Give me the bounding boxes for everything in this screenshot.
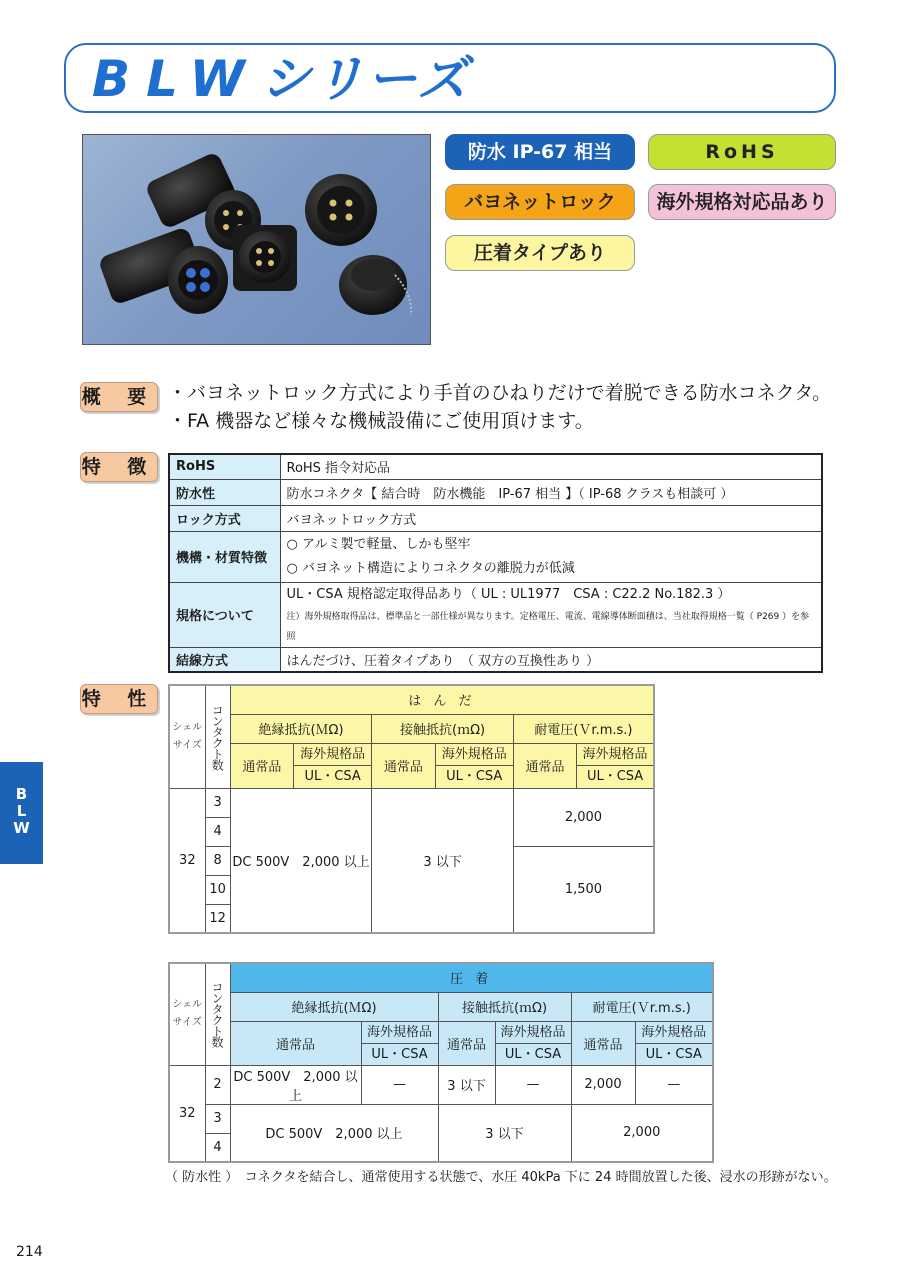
insulation-value: DC 500V 2,000 以上 [230,1065,361,1104]
shell-size-value: 32 [169,1065,205,1162]
page-number: 214 [16,1244,43,1260]
solder-spec-table [168,684,655,934]
side-index-tab [0,762,43,864]
waterproof-note: （ 防水性 ） コネクタを結合し、通常使用する状態で、水圧 40kPa 下に 24 時間放置した後、浸水の形跡がない。 [165,1170,837,1185]
overseas-header [635,1021,713,1065]
characteristics-label: 特 性 [80,684,158,714]
table-row [169,479,822,505]
ulcsa-label: UL・CSA [645,1046,702,1062]
ulcsa-label: UL・CSA [304,769,361,784]
contact-count-header: コンタクト数 [205,963,230,1065]
overseas-label: 海外規格品 [362,1022,438,1044]
shell-size-header: シェル サイズ [169,963,205,1065]
dash-cell: — [495,1065,571,1104]
table-row [169,454,822,479]
table-row [169,582,822,647]
badge-crimp-type: 圧着タイプあり [445,235,635,271]
shell-size-value: 32 [169,788,205,933]
page-title: BLWシリーズ [92,50,471,108]
overseas-header [435,743,513,788]
contact-count: 12 [205,904,230,933]
overseas-label: 海外規格品 [294,744,371,766]
feature-key: 結線方式 [169,647,280,672]
feature-note: 注）海外規格取得品は、標準品と一部仕様が異なります。定格電圧、電流、電線導体断面積は、当社取得規格一覧（ P269 ）を参照 [286,611,810,642]
overview-line-2: ・FA 機器など様々な機械設備にご使用頂けます。 [168,410,594,432]
feature-key: RoHS [169,454,280,479]
ulcsa-label: UL・CSA [371,1046,428,1062]
side-tab-letter: B [15,785,28,803]
insulation-header: 絶縁抵抗(ＭΩ) [230,714,372,743]
normal-header: 通常品 [230,1021,361,1065]
overseas-label: 海外規格品 [496,1022,571,1044]
table-row [169,505,822,531]
dash-cell: — [361,1065,438,1104]
overseas-label: 海外規格品 [436,744,513,766]
ulcsa-label: UL・CSA [504,1046,562,1062]
feature-key: 規格について [169,582,280,647]
features-label: 特 徴 [80,452,158,482]
voltage-value: 2,000 [571,1104,713,1162]
contact-count: 2 [205,1065,230,1104]
contact-count: 4 [205,817,230,846]
voltage-header: 耐電圧(Ｖr.m.s.) [513,714,654,743]
contact-resistance-header: 接触抵抗(ｍΩ) [438,992,571,1021]
overseas-label: 海外規格品 [636,1022,713,1044]
contact-count: 10 [205,875,230,904]
badge-bayonet-lock: バヨネットロック [445,184,635,220]
voltage-header: 耐電圧(Ｖr.m.s.) [571,992,713,1021]
normal-header: 通常品 [513,743,576,788]
overview-line-1: ・バヨネットロック方式により手首のひねりだけで着脱できる防水コネクタ。 [168,382,832,404]
crimp-header: 圧 着 [230,963,713,992]
normal-header: 通常品 [571,1021,635,1065]
ulcsa-label: UL・CSA [446,769,503,784]
badge-overseas-standards: 海外規格対応品あり [648,184,836,220]
badge-rohs: RoHS [648,134,836,170]
overseas-header [495,1021,571,1065]
feature-key: ロック方式 [169,505,280,531]
contact-count: 8 [205,846,230,875]
voltage-value: 2,000 [513,788,654,846]
shell-size-header: シェル サイズ [169,685,205,788]
feature-value: 防水コネクタ【 結合時 防水機能 IP-67 相当 】（ IP-68 クラスも相談可 ） [280,479,822,505]
side-tab-letter: W [13,819,30,837]
feature-key: 防水性 [169,479,280,505]
badge-waterproof: 防水 IP-67 相当 [445,134,635,170]
overseas-header [361,1021,438,1065]
insulation-value: DC 500V 2,000 以上 [230,788,372,933]
features-table [168,453,823,673]
contact-count-header: コンタクト数 [205,685,230,788]
overseas-label: 海外規格品 [577,744,653,766]
table-row [169,647,822,672]
voltage-value: 2,000 [571,1065,635,1104]
feature-value [280,582,822,647]
feature-key: 機構・材質特徴 [169,531,280,582]
contact-resistance-value: 3 以下 [372,788,514,933]
side-tab-letter: L [16,802,27,820]
contact-resistance-value: 3 以下 [438,1065,495,1104]
insulation-value: DC 500V 2,000 以上 [230,1104,438,1162]
overseas-header [577,743,654,788]
feature-value: バヨネットロック方式 [280,505,822,531]
feature-value [280,531,822,582]
crimp-spec-table [168,962,714,1163]
dash-cell: — [635,1065,713,1104]
feature-value: RoHS 指令対応品 [280,454,822,479]
table-row [169,531,822,582]
feature-bullet: ○ バヨネット構造によりコネクタの離脱力が低減 [286,560,575,576]
contact-count: 4 [205,1133,230,1162]
product-photo [82,134,431,345]
normal-header: 通常品 [230,743,293,788]
voltage-value: 1,500 [513,846,654,933]
contact-resistance-header: 接触抵抗(ｍΩ) [372,714,514,743]
feature-standard: UL・CSA 規格認定取得品あり（ UL : UL1977 CSA : C22.2 No.182.3 ） [286,586,731,602]
normal-header: 通常品 [438,1021,495,1065]
normal-header: 通常品 [372,743,435,788]
insulation-header: 絶縁抵抗(ＭΩ) [230,992,438,1021]
overview-label: 概 要 [80,382,158,412]
contact-count: 3 [205,1104,230,1133]
contact-resistance-value: 3 以下 [438,1104,571,1162]
contact-count: 3 [205,788,230,817]
ulcsa-label: UL・CSA [586,769,644,784]
solder-header: は ん だ [230,685,654,714]
feature-value: はんだづけ、圧着タイプあり （ 双方の互換性あり ） [280,647,822,672]
overseas-header [293,743,371,788]
feature-bullet: ○ アルミ製で軽量、しかも堅牢 [286,536,471,552]
